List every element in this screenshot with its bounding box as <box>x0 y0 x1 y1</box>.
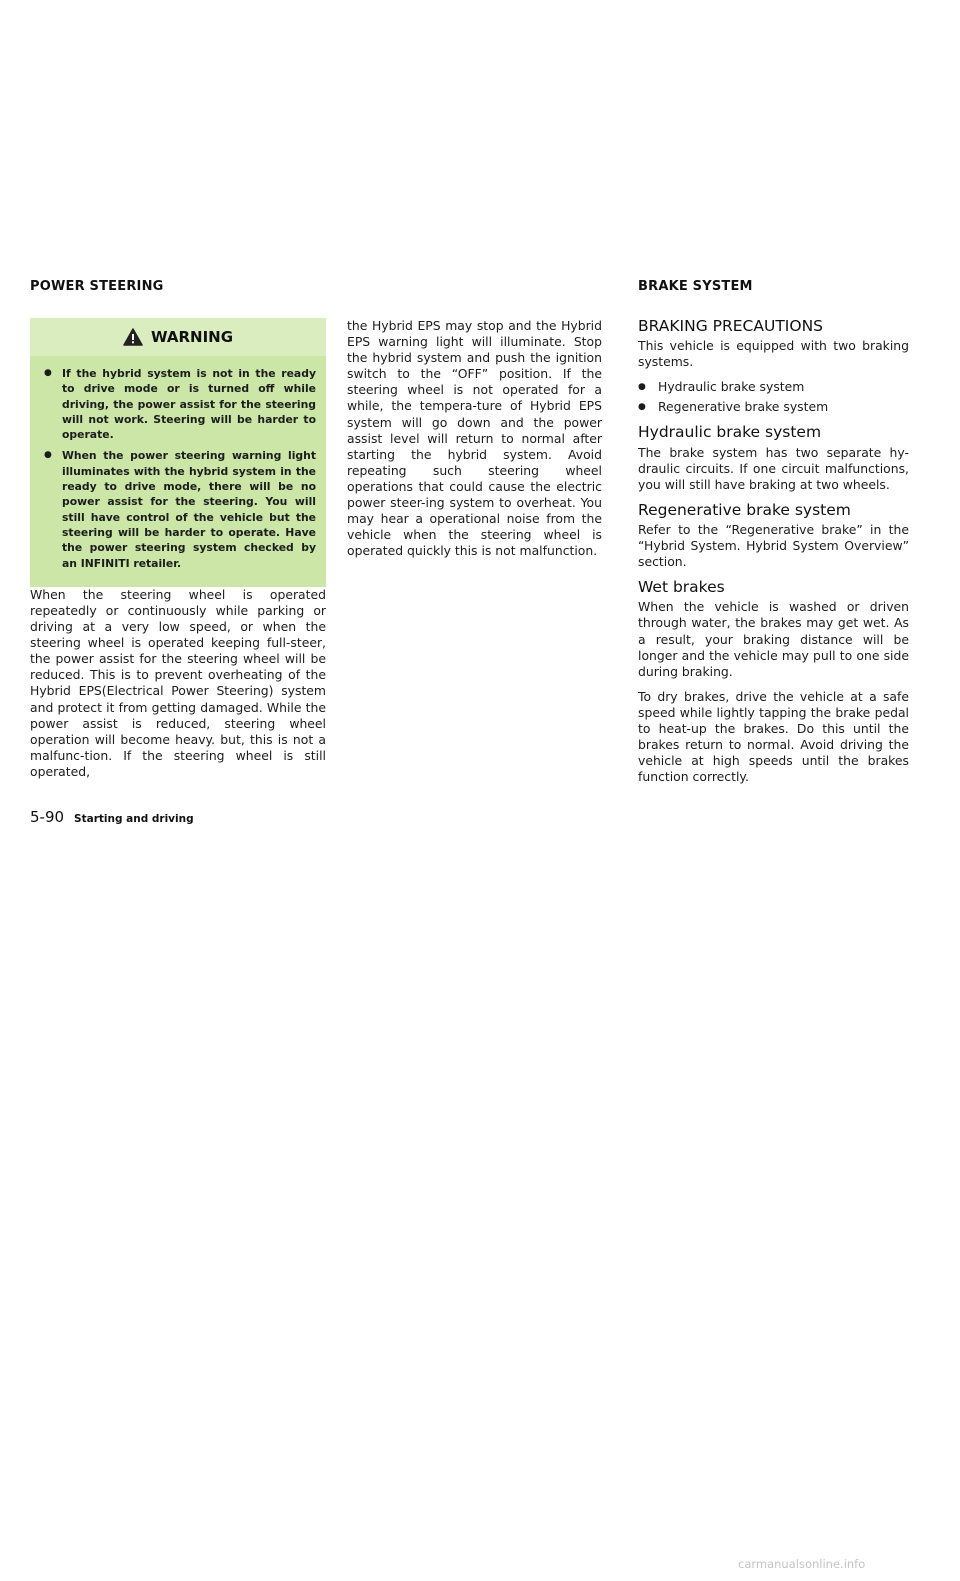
power-steering-paragraph: When the steering wheel is operated repeatedly or continuously while parking or driving at a very low speed, or when the steering wheel is operated keeping full-steer, the power assist for the steering wheel will be reduced. This is to prevent overheating of the Hybrid EPS(Electrical Power Steering) system and protect it from getting damaged. While the power assist is reduced, steering wheel operation will become heavy. but, this is not a malfunc-tion. If the steering wheel is still operated, <box>30 586 326 779</box>
braking-precautions-text: This vehicle is equipped with two braking systems. <box>638 338 909 370</box>
wet-brakes-text: To dry brakes, drive the vehicle at a safe speed while lightly tapping the brake pedal to heat-up the brakes. Do this until the brakes return to normal. Avoid driving the vehicle at high speeds until the brakes function correctly. <box>638 688 909 785</box>
wet-brakes-text: When the vehicle is washed or driven through water, the brakes may get wet. As a result, your braking distance will be longer and the vehicle may pull to one side during braking. <box>638 599 909 679</box>
regenerative-brake-text: Refer to the “Regenerative brake” in the “Hybrid System. Hybrid System Overview” section. <box>638 521 909 570</box>
list-item <box>638 379 909 395</box>
bullet-icon: ● <box>638 382 646 393</box>
page-number: 5-90 <box>30 808 65 826</box>
list-item-text: Hydraulic brake system <box>658 379 805 395</box>
watermark: carmanualsonline.info <box>738 1557 866 1571</box>
column-right <box>638 318 909 794</box>
section-title-brake-system: BRAKE SYSTEM <box>638 279 753 294</box>
warning-item-text: If the hybrid system is not in the ready to drive mode or is turned off while driving, the power assist for the steering will not work. Steering will be harder to operate. <box>62 367 316 442</box>
warning-item <box>44 448 316 570</box>
bullet-icon: ● <box>44 368 52 378</box>
braking-precautions-heading: BRAKING PRECAUTIONS <box>638 317 824 335</box>
wet-brakes-heading: Wet brakes <box>638 578 725 597</box>
footer-section-title: Starting and driving <box>74 813 194 825</box>
warning-item-text: When the power steering warning light illuminates with the hybrid system in the ready to drive mode, there will be no power assist for the steering. You will still have control of the vehicle but the steering will be harder to operate. Have the power steering system checked by an INFINITI retailer. <box>62 449 316 570</box>
column-left <box>30 318 326 789</box>
regenerative-brake-heading: Regenerative brake system <box>638 500 851 519</box>
bullet-icon: ● <box>638 402 646 413</box>
hydraulic-brake-text: The brake system has two separate hy-draulic circuits. If one circuit malfunctions, you will still have braking at two wheels. <box>638 444 909 492</box>
power-steering-paragraph-continued: the Hybrid EPS may stop and the Hybrid EPS warning light will illuminate. Stop the hybrid system and push the ignition switch to the “OFF” position. If the steering wheel is not operated for a while, the tempera-ture of Hybrid EPS system will go down and the power assist level will return to normal after starting the hybrid system. Avoid repeating such steering wheel operations that could cause the electric power steer-ing system to overheat. You may hear a operational noise from the vehicle when the steering wheel is operated quickly this is not malfunction. <box>347 318 602 559</box>
hydraulic-brake-heading: Hydraulic brake system <box>638 423 822 442</box>
section-title-power-steering: POWER STEERING <box>30 279 164 294</box>
warning-box <box>30 318 326 587</box>
warning-triangle-icon <box>123 328 143 346</box>
warning-header <box>30 318 326 356</box>
bullet-icon: ● <box>44 450 52 461</box>
column-middle <box>347 318 602 568</box>
warning-item <box>44 366 316 442</box>
page-footer <box>30 808 194 826</box>
list-item <box>638 399 909 415</box>
warning-list <box>30 356 326 581</box>
warning-title: WARNING <box>150 327 234 346</box>
list-item-text: Regenerative brake system <box>658 399 829 415</box>
